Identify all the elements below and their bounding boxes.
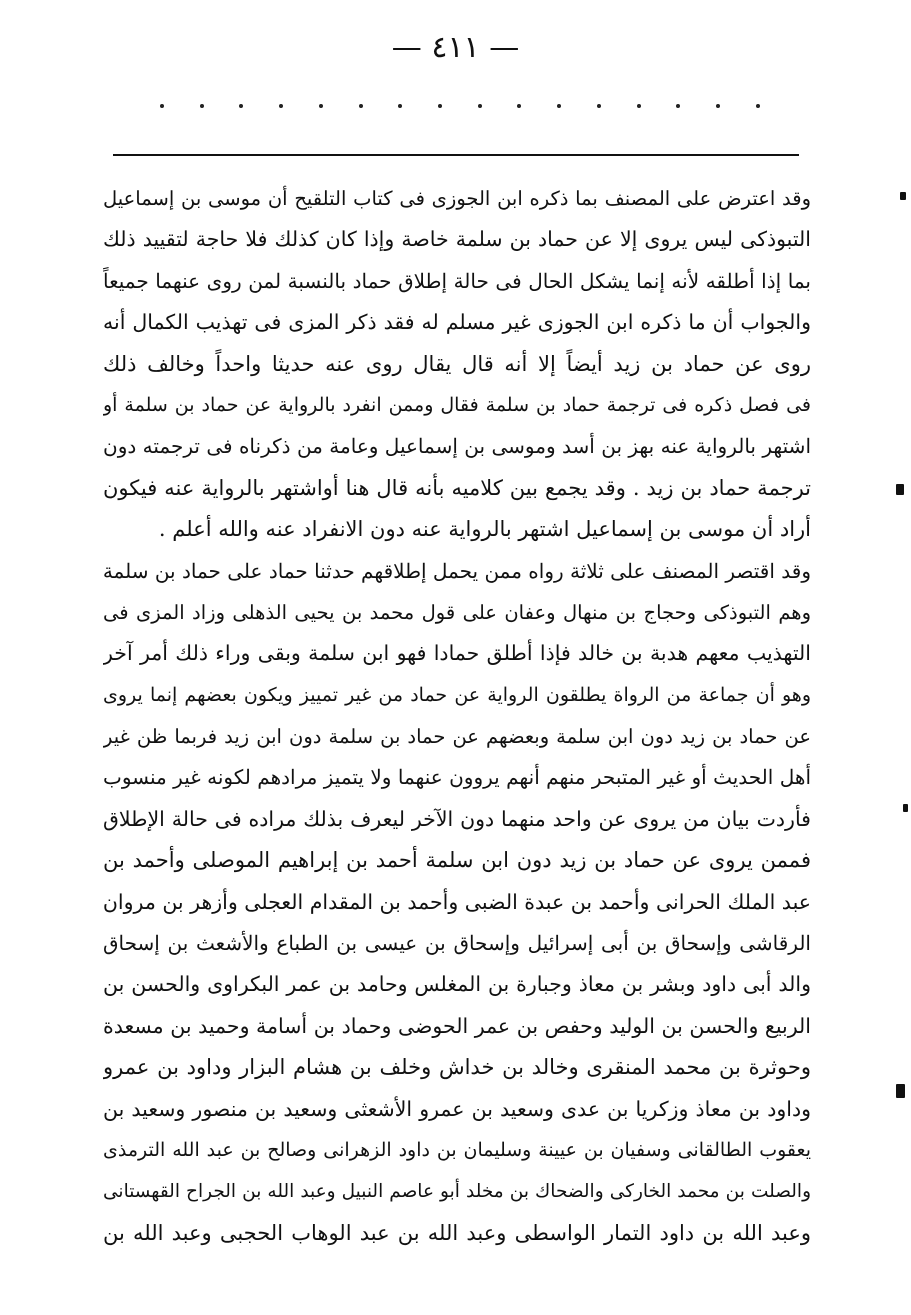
margin-mark — [896, 1084, 905, 1098]
body-text — [103, 178, 811, 1254]
separator-dot — [279, 104, 283, 108]
separator-dot — [517, 104, 521, 108]
text-line: اشتهر بالرواية عنه بهز بن أسد وموسى بن إسماعيل وعامة من ذكرناه فى ترجمته دون — [103, 434, 811, 459]
margin-mark — [900, 192, 906, 200]
separator-dot — [160, 104, 164, 108]
text-line: التهذيب معهم هدبة بن خالد فإذا أطلق حمادا فهو ابن سلمة وبقى وراء ذلك أمر آخر — [103, 641, 811, 666]
page-number: — ٤١١ — — [391, 30, 520, 65]
separator-dot — [200, 104, 204, 108]
text-line: أهل الحديث أو غير المتبحر منهم أنهم يروون عنهما ولا يتميز مرادهم لكونه غير منسوب — [103, 765, 811, 790]
text-line: وقد اعترض على المصنف بما ذكره ابن الجوزى فى كتاب التلقيح أن موسى بن إسماعيل — [103, 187, 811, 210]
separator-dot — [756, 104, 760, 108]
text-line: والد أبى داود وبشر بن معاذ وجبارة بن المغلس وحامد بن عمر البكراوى والحسن بن — [103, 972, 811, 997]
text-line: والصلت بن محمد الخاركى والضحاك بن مخلد أبو عاصم النبيل وعبد الله بن الجراح القهستانى — [103, 1181, 811, 1203]
text-line: وداود بن معاذ وزكريا بن عدى وسعيد بن عمرو الأشعثى وسعيد بن منصور وسعيد بن — [103, 1096, 811, 1121]
separator-dot — [319, 104, 323, 108]
text-line: يعقوب الطالقانى وسفيان بن عيينة وسليمان بن داود الزهرانى وصالح بن عبد الله الترمذى — [103, 1138, 811, 1161]
text-line: فأردت بيان من يروى عن واحد منهما دون الآخر ليعرف بذلك مراده فى حالة الإطلاق — [103, 806, 811, 831]
text-line: والجواب أن ما ذكره ابن الجوزى غير مسلم له فقد ذكر المزى فى تهذيب الكمال أنه — [103, 310, 811, 335]
text-line: وحوثرة بن محمد المنقرى وخالد بن خداش وخلف بن هشام البزار وداود بن عمرو — [103, 1055, 811, 1080]
text-line: التبوذكى ليس يروى إلا عن حماد بن سلمة خاصة وإذا كان كذلك فلا حاجة لتقييد ذلك — [103, 227, 811, 252]
text-line: وعبد الله بن داود التمار الواسطى وعبد الله بن عبد الوهاب الحجبى وعبد الله بن — [103, 1220, 811, 1245]
text-line: عبد الملك الحرانى وأحمد بن عبدة الضبى وأحمد بن المقدام العجلى وأزهر بن مروان — [103, 889, 811, 914]
text-line: عن حماد بن زيد دون ابن سلمة وبعضهم عن حماد بن سلمة دون ابن زيد فربما ظن غير — [103, 725, 811, 749]
header-rule — [113, 154, 799, 156]
text-line: فممن يروى عن حماد بن زيد دون ابن سلمة أحمد بن إبراهيم الموصلى وأحمد بن — [103, 848, 811, 873]
separator-dot — [398, 104, 402, 108]
text-line: روى عن حماد بن زيد أيضاً إلا أنه قال يقال روى عنه حديثا واحداً وخالف ذلك — [103, 351, 811, 376]
separator-dot — [676, 104, 680, 108]
separator-dot — [557, 104, 561, 108]
margin-mark — [903, 804, 908, 812]
margin-mark — [896, 484, 904, 495]
text-line: بما إذا أطلقه لأنه إنما يشكل الحال فى حالة إطلاق حماد بالنسبة لمن روى عنهما جميعاً — [103, 268, 811, 293]
text-line: الربيع والحسن بن الوليد وحفص بن عمر الحوضى وحماد بن أسامة وحميد بن مسعدة — [103, 1013, 811, 1038]
text-line: وقد اقتصر المصنف على ثلاثة رواه ممن يحمل إطلاقهم حدثنا حماد على حماد بن سلمة — [103, 558, 811, 583]
text-line: فى فصل ذكره فى ترجمة حماد بن سلمة فقال وممن انفرد بالرواية عن حماد بن سلمة أو — [103, 393, 811, 416]
text-line: أراد أن موسى بن إسماعيل اشتهر بالرواية عنه دون الانفراد عنه والله أعلم . — [158, 517, 811, 542]
separator-dot — [478, 104, 482, 108]
separator-dot — [716, 104, 720, 108]
separator-dot — [637, 104, 641, 108]
text-line: وهو أن جماعة من الرواة يطلقون الرواية عن حماد من غير تمييز ويكون بعضهم إنما يروى — [103, 683, 811, 706]
separator-dot — [359, 104, 363, 108]
text-line: ترجمة حماد بن زيد . وقد يجمع بين كلاميه بأنه قال هنا أواشتهر بالرواية عنه فيكون — [103, 475, 811, 500]
text-line: الرقاشى وإسحاق بن أبى إسرائيل وإسحاق بن عيسى بن الطباع والأشعث بن إسحاق — [103, 931, 811, 956]
text-line: وهم التبوذكى وحجاج بن منهال وعفان على قول محمد بن يحيى الذهلى وزاد المزى فى — [103, 600, 811, 624]
separator-dot — [597, 104, 601, 108]
separator-dot — [239, 104, 243, 108]
dotted-separator — [160, 96, 760, 116]
separator-dot — [438, 104, 442, 108]
